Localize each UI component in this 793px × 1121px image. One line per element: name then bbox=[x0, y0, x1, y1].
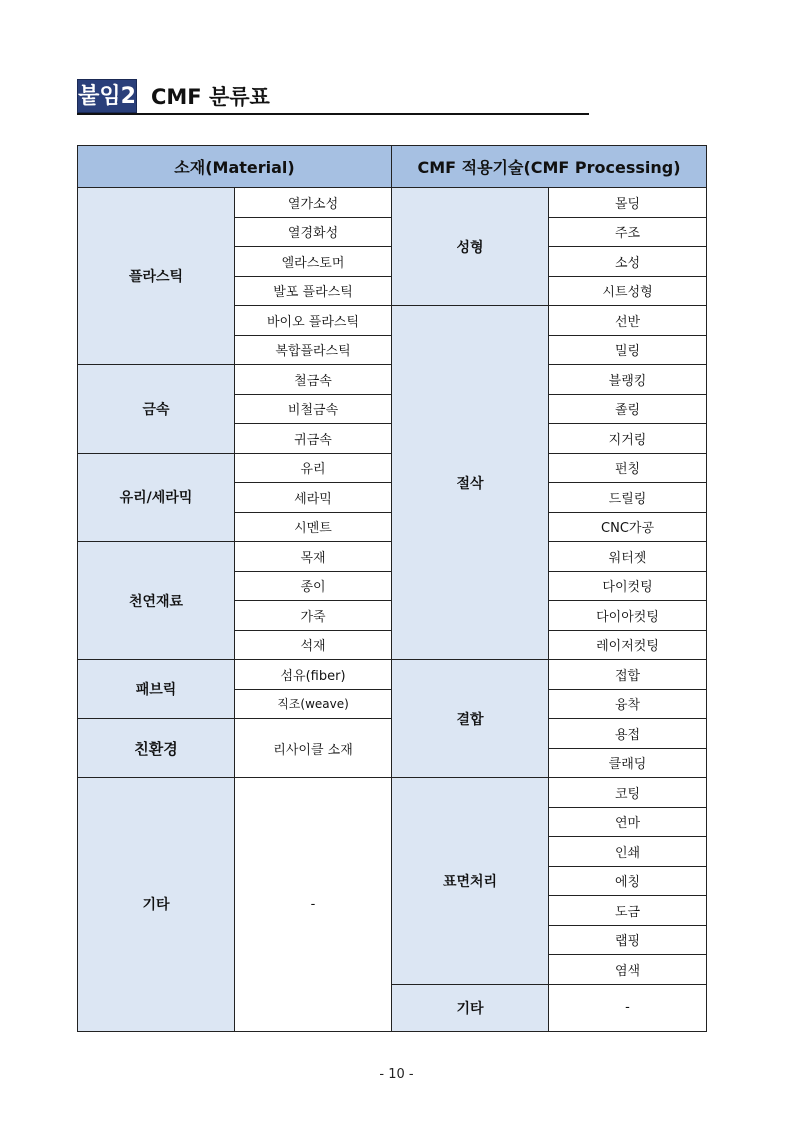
process-category: 결합 bbox=[392, 660, 549, 778]
process-item: 지거링 bbox=[549, 424, 707, 454]
material-category: 플라스틱 bbox=[78, 188, 235, 365]
process-item: 인쇄 bbox=[549, 837, 707, 867]
process-item: 시트성형 bbox=[549, 276, 707, 306]
material-category: 금속 bbox=[78, 365, 235, 454]
process-item: 접합 bbox=[549, 660, 707, 690]
process-item: 클래딩 bbox=[549, 748, 707, 778]
appendix-badge: 붙임2 bbox=[77, 79, 137, 113]
material-category: 기타 bbox=[78, 778, 235, 1032]
material-item: 가죽 bbox=[235, 601, 392, 631]
process-item: 졸링 bbox=[549, 394, 707, 424]
material-item: 철금속 bbox=[235, 365, 392, 395]
process-item: 펀칭 bbox=[549, 453, 707, 483]
material-item: 석재 bbox=[235, 630, 392, 660]
process-item: 용접 bbox=[549, 719, 707, 749]
process-item: 선반 bbox=[549, 306, 707, 336]
cmf-classification-table bbox=[77, 145, 707, 1032]
appendix-heading bbox=[77, 79, 589, 115]
material-category: 천연재료 bbox=[78, 542, 235, 660]
process-item: 워터젯 bbox=[549, 542, 707, 572]
process-item: 밀링 bbox=[549, 335, 707, 365]
process-item: 다이컷팅 bbox=[549, 571, 707, 601]
heading-underline bbox=[77, 113, 589, 115]
process-item: 연마 bbox=[549, 807, 707, 837]
process-item: 블랭킹 bbox=[549, 365, 707, 395]
process-item: 염색 bbox=[549, 955, 707, 985]
process-item: - bbox=[549, 984, 707, 1031]
table-row bbox=[78, 778, 707, 808]
material-header: 소재(Material) bbox=[78, 146, 392, 188]
process-category: 표면처리 bbox=[392, 778, 549, 985]
material-item: 비철금속 bbox=[235, 394, 392, 424]
process-item: 융착 bbox=[549, 689, 707, 719]
material-item: 리사이클 소재 bbox=[235, 719, 392, 778]
process-item: 에칭 bbox=[549, 866, 707, 896]
process-item: CNC가공 bbox=[549, 512, 707, 542]
material-item: 바이오 플라스틱 bbox=[235, 306, 392, 336]
process-item: 코팅 bbox=[549, 778, 707, 808]
material-item: 유리 bbox=[235, 453, 392, 483]
material-category: 유리/세라믹 bbox=[78, 453, 235, 542]
material-item: 세라믹 bbox=[235, 483, 392, 513]
material-item: 섬유(fiber) bbox=[235, 660, 392, 690]
material-item: 엘라스토머 bbox=[235, 247, 392, 277]
material-item: 직조(weave) bbox=[235, 689, 392, 719]
process-item: 랩핑 bbox=[549, 925, 707, 955]
process-category: 기타 bbox=[392, 984, 549, 1031]
material-category: 패브릭 bbox=[78, 660, 235, 719]
process-item: 다이아컷팅 bbox=[549, 601, 707, 631]
material-item: - bbox=[235, 778, 392, 1032]
material-item: 시멘트 bbox=[235, 512, 392, 542]
material-item: 열가소성 bbox=[235, 188, 392, 218]
material-item: 열경화성 bbox=[235, 217, 392, 247]
process-item: 소성 bbox=[549, 247, 707, 277]
process-category: 성형 bbox=[392, 188, 549, 306]
table-row bbox=[78, 660, 707, 690]
material-item: 발포 플라스틱 bbox=[235, 276, 392, 306]
material-item: 귀금속 bbox=[235, 424, 392, 454]
material-category: 친환경 bbox=[78, 719, 235, 778]
process-item: 레이저컷팅 bbox=[549, 630, 707, 660]
table-header-row bbox=[78, 146, 707, 188]
process-item: 몰딩 bbox=[549, 188, 707, 218]
material-item: 목재 bbox=[235, 542, 392, 572]
process-item: 주조 bbox=[549, 217, 707, 247]
processing-header: CMF 적용기술(CMF Processing) bbox=[392, 146, 707, 188]
process-item: 도금 bbox=[549, 896, 707, 926]
material-item: 복합플라스틱 bbox=[235, 335, 392, 365]
page-title: CMF 분류표 bbox=[151, 85, 270, 109]
table-row bbox=[78, 188, 707, 218]
process-item: 드릴링 bbox=[549, 483, 707, 513]
process-category: 절삭 bbox=[392, 306, 549, 660]
material-item: 종이 bbox=[235, 571, 392, 601]
page-number: - 10 - bbox=[379, 1067, 414, 1082]
